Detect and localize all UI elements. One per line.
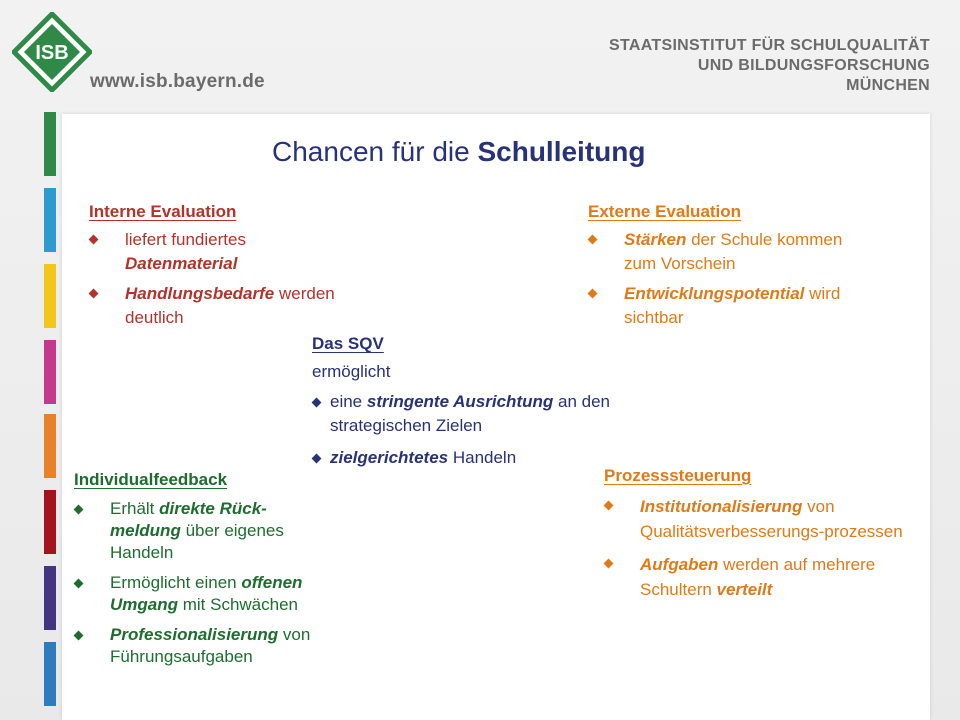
item-emphasis: Stärken <box>624 230 687 249</box>
item-text: Handeln <box>448 448 517 467</box>
item-text: Ermöglicht einen <box>110 573 242 592</box>
list-item <box>89 282 339 330</box>
item-emphasis: Datenmaterial <box>125 254 238 273</box>
institute-line-2: UND BILDUNGSFORSCHUNG <box>697 57 930 74</box>
title-normal: Chancen für die <box>272 136 478 167</box>
item-text: der Schule kommen zum Vorschein <box>624 230 843 273</box>
stripe-lightblue <box>44 642 56 706</box>
diamond-bullet-icon <box>74 631 83 640</box>
item-emphasis: offenen Umgang <box>110 573 303 614</box>
interne-heading: Interne Evaluation <box>89 202 237 221</box>
item-text: werden deutlich <box>125 284 335 327</box>
item-emphasis: Institutionalisierung <box>640 497 803 516</box>
institute-line-1: STAATSINSTITUT FÜR SCHULQUALITÄT <box>609 37 930 54</box>
item-emphasis: Professionalisierung <box>110 625 279 644</box>
slide-content <box>62 114 930 720</box>
externe-evaluation <box>588 202 868 330</box>
item-text: mit Schwächen <box>178 595 298 614</box>
diamond-bullet-icon <box>588 235 597 244</box>
item-emphasis: zielgerichtetes <box>330 448 449 467</box>
diamond-bullet-icon <box>89 235 98 244</box>
individualfeedback <box>74 470 336 668</box>
list-item <box>312 390 662 438</box>
item-text: an den strategischen Zielen <box>330 392 610 435</box>
stripe-darkred <box>44 490 56 554</box>
item-emphasis: direkte Rück-meldung <box>110 499 267 540</box>
item-emphasis: stringente Ausrichtung <box>366 392 554 411</box>
list-item <box>74 572 336 616</box>
list-item <box>588 282 868 330</box>
interne-evaluation <box>89 202 339 330</box>
individual-heading: Individualfeedback <box>74 470 228 489</box>
sqv-subtitle: ermöglicht <box>312 362 391 381</box>
diamond-bullet-icon <box>74 579 83 588</box>
logo-text: ISB <box>35 42 69 64</box>
list-item <box>604 552 904 602</box>
stripe-yellow <box>44 264 56 328</box>
prozesssteuerung <box>604 466 904 602</box>
item-text: liefert fundiertes <box>125 230 246 249</box>
prozess-heading: Prozesssteuerung <box>604 466 752 485</box>
stripe-orange <box>44 414 56 478</box>
item-emphasis: Entwicklungspotential <box>624 284 805 303</box>
stripe-purple <box>44 566 56 630</box>
diamond-bullet-icon <box>312 454 321 463</box>
item-text: über eigenes Handeln <box>110 521 284 562</box>
item-text: wird sichtbar <box>624 284 841 327</box>
institute-line-3: MÜNCHEN <box>846 77 930 94</box>
sqv-heading: Das SQV <box>312 334 384 353</box>
stripe-green <box>44 112 56 176</box>
diamond-bullet-icon <box>312 398 321 407</box>
list-item <box>588 228 868 276</box>
title-bold: Schulleitung <box>477 136 646 167</box>
item-text: von Qualitätsverbesserungs-prozessen <box>640 497 903 541</box>
stripe-blue <box>44 188 56 252</box>
das-sqv <box>312 334 662 470</box>
stripe-magenta <box>44 340 56 404</box>
item-text: von Führungsaufgaben <box>110 625 311 666</box>
item-text: Erhält <box>110 499 160 518</box>
list-item <box>89 228 339 276</box>
institute-name <box>609 36 930 96</box>
color-stripe-bar <box>44 112 56 712</box>
diamond-bullet-icon <box>89 289 98 298</box>
list-item <box>74 498 336 564</box>
diamond-bullet-icon <box>74 505 83 514</box>
diamond-bullet-icon <box>588 289 597 298</box>
externe-heading: Externe Evaluation <box>588 202 742 221</box>
item-emphasis: Aufgaben <box>640 555 719 574</box>
item-emphasis: verteilt <box>716 580 773 599</box>
slide-title <box>272 136 645 168</box>
item-text: werden auf mehrere Schultern <box>640 555 876 599</box>
item-text: eine <box>330 392 367 411</box>
list-item <box>604 494 904 544</box>
website-url[interactable]: www.isb.bayern.de <box>90 71 265 92</box>
list-item <box>74 624 336 668</box>
diamond-bullet-icon <box>604 559 613 568</box>
isb-logo <box>12 12 92 92</box>
diamond-bullet-icon <box>604 501 613 510</box>
item-emphasis: Handlungsbedarfe <box>125 284 275 303</box>
